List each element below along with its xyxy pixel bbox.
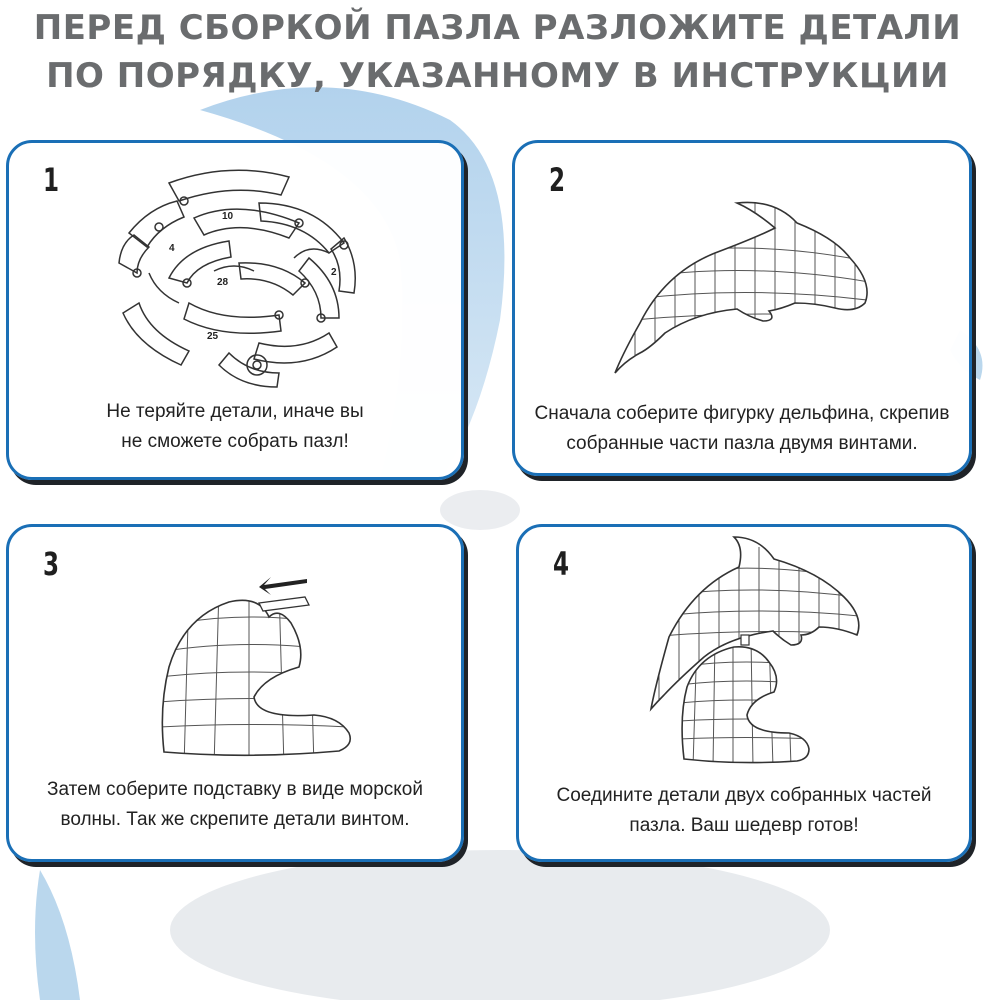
step-card-4 <box>516 524 972 862</box>
piece-label: 28 <box>217 277 229 288</box>
page-heading <box>0 4 995 100</box>
screw-arrow-icon <box>9 527 461 772</box>
caption-line: Не теряйте детали, иначе вы <box>106 401 364 422</box>
assembly-icon <box>519 527 969 772</box>
piece-label: 2 <box>331 267 337 278</box>
step-number: 1 <box>43 161 60 199</box>
piece-label: 10 <box>222 211 234 222</box>
step-number: 4 <box>553 545 570 583</box>
piece-label: 4 <box>169 243 175 254</box>
caption-line: собранные части пазла двумя винтами. <box>566 433 918 454</box>
caption-line: пазла. Ваш шедевр готов! <box>629 815 859 836</box>
step-caption <box>9 775 461 835</box>
step-number: 3 <box>43 545 60 583</box>
step-caption <box>9 397 461 457</box>
caption-line: Соедините детали двух собранных частей <box>556 785 932 806</box>
step-number: 2 <box>549 161 566 199</box>
dolphin-icon <box>515 143 969 393</box>
puzzle-pieces-icon <box>9 143 461 393</box>
step-caption <box>519 781 969 841</box>
caption-line: Затем соберите подставку в виде морской <box>47 779 423 800</box>
step-card-1 <box>6 140 464 480</box>
heading-line-2: ПО ПОРЯДКУ, УКАЗАННОМУ В ИНСТРУКЦИИ <box>46 56 949 96</box>
step-caption <box>515 399 969 459</box>
piece-label: 25 <box>207 331 219 342</box>
heading-line-1: ПЕРЕД СБОРКОЙ ПАЗЛА РАЗЛОЖИТЕ ДЕТАЛИ <box>33 8 962 48</box>
caption-line: волны. Так же скрепите детали винтом. <box>60 809 410 830</box>
step-card-3 <box>6 524 464 862</box>
step-card-2 <box>512 140 972 476</box>
caption-line: Сначала соберите фигурку дельфина, скрепив <box>534 403 950 424</box>
caption-line: не сможете собрать пазл! <box>121 431 349 452</box>
